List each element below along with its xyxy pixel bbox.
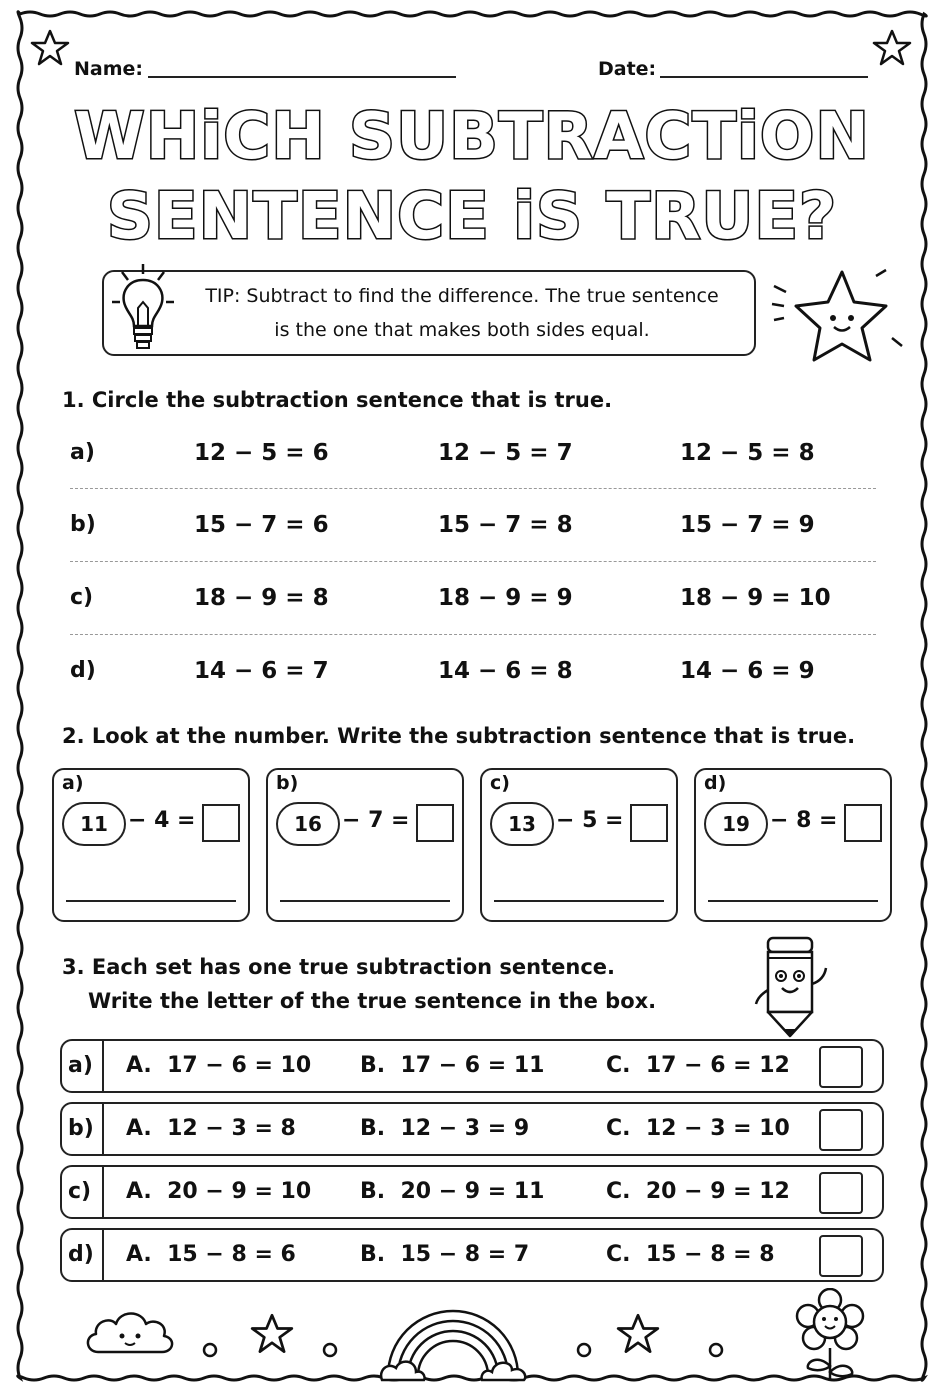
q3-option: C. 12 − 3 = 10 (606, 1116, 790, 1141)
question-2-heading: 2. Look at the number. Write the subtraction sentence that is true. (62, 724, 856, 748)
page-title-line1: WHiCH SUBTRACTiON (74, 100, 870, 174)
q3-option: B. 20 − 9 = 11 (360, 1179, 545, 1204)
name-label: Name: (74, 58, 144, 80)
q1-option[interactable]: 18 − 9 = 10 (680, 585, 831, 611)
date-field[interactable] (660, 76, 868, 78)
tip-line2: is the one that makes both sides equal. (274, 319, 650, 341)
answer-box[interactable] (844, 804, 882, 842)
circle-icon (320, 1340, 340, 1360)
divider (102, 1167, 104, 1217)
q1-option[interactable]: 18 − 9 = 8 (194, 585, 329, 611)
q3-option: C. 20 − 9 = 12 (606, 1179, 790, 1204)
circle-icon (574, 1340, 594, 1360)
q1-option[interactable]: 14 − 6 = 7 (194, 658, 329, 684)
star-icon (250, 1312, 294, 1356)
pencil-character-icon (750, 928, 840, 1040)
card-operation: − 5 = (556, 808, 624, 833)
q3-row-label: a) (68, 1053, 93, 1078)
q3-row-d (60, 1228, 884, 1282)
row-divider (70, 561, 876, 562)
write-line[interactable] (494, 900, 664, 902)
q3-option: B. 15 − 8 = 7 (360, 1242, 530, 1267)
star-icon (872, 28, 912, 68)
write-line[interactable] (708, 900, 878, 902)
q1-row-d-label: d) (70, 658, 96, 683)
write-line[interactable] (280, 900, 450, 902)
q3-option: B. 17 − 6 = 11 (360, 1053, 545, 1078)
q1-option[interactable]: 14 − 6 = 9 (680, 658, 815, 684)
q1-row-c-label: c) (70, 585, 94, 610)
rainbow-icon (378, 1296, 528, 1382)
q1-option[interactable]: 15 − 7 = 6 (194, 512, 329, 538)
star-icon (616, 1312, 660, 1356)
q3-option: A. 20 − 9 = 10 (126, 1179, 312, 1204)
row-divider (70, 634, 876, 635)
number-cloud: 16 (276, 802, 340, 846)
q2-card-b (266, 768, 464, 922)
divider (102, 1104, 104, 1154)
q3-option: A. 17 − 6 = 10 (126, 1053, 312, 1078)
q1-option[interactable]: 18 − 9 = 9 (438, 585, 573, 611)
answer-box[interactable] (416, 804, 454, 842)
card-operation: − 8 = (770, 808, 838, 833)
circle-icon (200, 1340, 220, 1360)
smiling-star-icon (770, 262, 910, 380)
flower-icon (792, 1288, 868, 1382)
q3-row-label: d) (68, 1242, 94, 1267)
tip-line1: TIP: Subtract to find the difference. The true sentence (205, 285, 719, 307)
divider (102, 1041, 104, 1091)
q3-row-label: c) (68, 1179, 92, 1204)
name-field[interactable] (148, 76, 456, 78)
q1-row-a-label: a) (70, 440, 95, 465)
answer-box[interactable] (630, 804, 668, 842)
star-icon (30, 28, 70, 68)
answer-box[interactable] (819, 1235, 863, 1277)
question-3-heading-line2: Write the letter of the true sentence in the box. (88, 989, 657, 1013)
number-cloud: 13 (490, 802, 554, 846)
date-label: Date: (598, 58, 657, 80)
number-cloud: 11 (62, 802, 126, 846)
q3-option: B. 12 − 3 = 9 (360, 1116, 530, 1141)
q1-option[interactable]: 12 − 5 = 7 (438, 440, 573, 466)
q1-option[interactable]: 12 − 5 = 6 (194, 440, 329, 466)
q3-option: C. 15 − 8 = 8 (606, 1242, 775, 1267)
q1-option[interactable]: 14 − 6 = 8 (438, 658, 573, 684)
write-line[interactable] (66, 900, 236, 902)
answer-box[interactable] (202, 804, 240, 842)
q3-row-b (60, 1102, 884, 1156)
card-operation: − 7 = (342, 808, 410, 833)
q2-card-a (52, 768, 250, 922)
q3-row-a (60, 1039, 884, 1093)
q3-option: C. 17 − 6 = 12 (606, 1053, 790, 1078)
q3-row-c (60, 1165, 884, 1219)
card-label: a) (62, 772, 84, 794)
circle-icon (706, 1340, 726, 1360)
q3-row-label: b) (68, 1116, 94, 1141)
q1-option[interactable]: 15 − 7 = 8 (438, 512, 573, 538)
q2-card-c (480, 768, 678, 922)
q1-row-b-label: b) (70, 512, 96, 537)
q1-option[interactable]: 12 − 5 = 8 (680, 440, 815, 466)
card-label: b) (276, 772, 299, 794)
divider (102, 1230, 104, 1280)
card-label: d) (704, 772, 727, 794)
card-operation: − 4 = (128, 808, 196, 833)
answer-box[interactable] (819, 1046, 863, 1088)
answer-box[interactable] (819, 1172, 863, 1214)
page-title-line2: SENTENCE iS TRUE? (106, 180, 838, 254)
row-divider (70, 488, 876, 489)
number-cloud: 19 (704, 802, 768, 846)
answer-box[interactable] (819, 1109, 863, 1151)
tip-box (102, 270, 756, 356)
q3-option: A. 15 − 8 = 6 (126, 1242, 296, 1267)
card-label: c) (490, 772, 510, 794)
lightbulb-icon (108, 262, 178, 358)
cloud-icon (82, 1302, 178, 1360)
question-3-heading-line1: 3. Each set has one true subtraction sentence. (62, 955, 615, 979)
q2-card-d (694, 768, 892, 922)
q3-option: A. 12 − 3 = 8 (126, 1116, 296, 1141)
q1-option[interactable]: 15 − 7 = 9 (680, 512, 815, 538)
question-1-heading: 1. Circle the subtraction sentence that is true. (62, 388, 613, 412)
